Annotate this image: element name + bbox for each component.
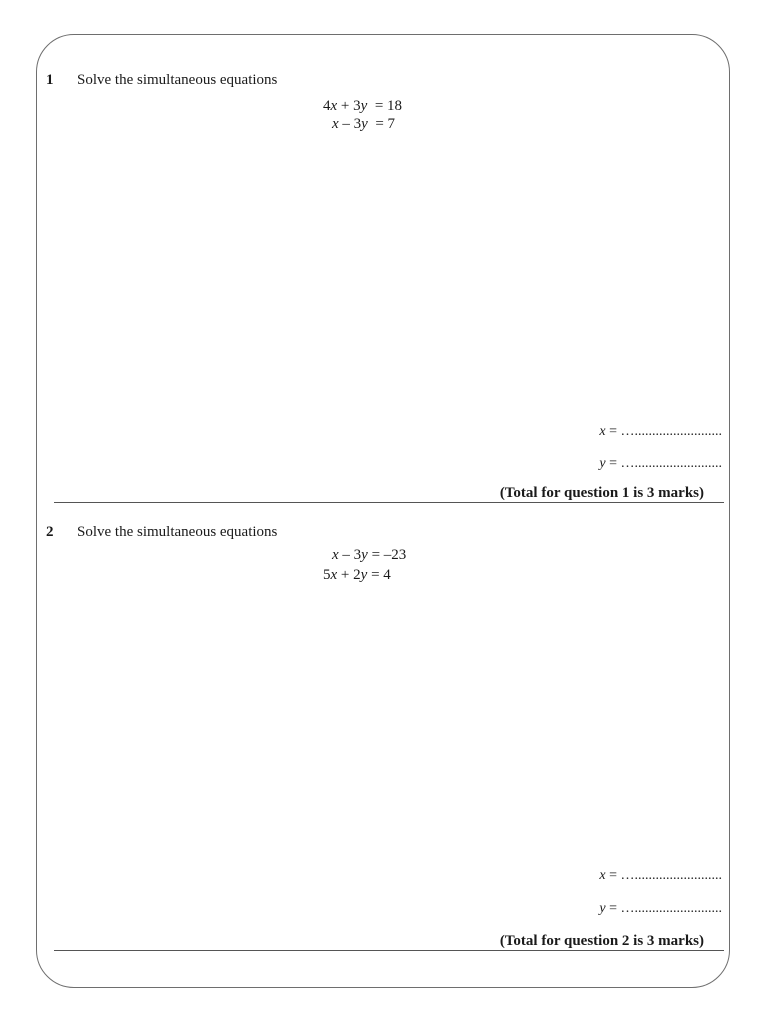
answer-variable: x	[599, 868, 606, 883]
variable: x	[332, 547, 339, 563]
answer-blank[interactable]: ….........................	[620, 868, 722, 883]
question-number: 2	[46, 524, 54, 540]
operator: – 3	[338, 116, 362, 132]
right-hand-side: = 7	[367, 116, 396, 132]
variable: x	[330, 567, 338, 583]
equation-line	[332, 115, 395, 133]
equals-sign: =	[605, 868, 621, 883]
operator: – 3	[338, 547, 362, 563]
variable: x	[330, 98, 338, 114]
right-hand-side: = 18	[367, 98, 403, 114]
answer-line-y[interactable]	[599, 901, 722, 917]
equation-line	[323, 97, 402, 115]
total-marks: (Total for question 2 is 3 marks)	[499, 933, 704, 949]
variable: y	[360, 98, 368, 114]
question-divider	[54, 950, 724, 951]
variable: y	[361, 547, 368, 563]
answer-variable: y	[599, 456, 606, 471]
variable: x	[332, 116, 339, 132]
answer-blank[interactable]: ….........................	[620, 424, 722, 439]
operator: + 2	[337, 567, 361, 583]
question-number: 1	[46, 72, 54, 88]
answer-line-x[interactable]	[599, 868, 722, 884]
coefficient: 4	[323, 98, 331, 114]
equation-line	[332, 546, 406, 564]
coefficient: 5	[323, 567, 331, 583]
right-hand-side: = 4	[367, 567, 391, 583]
equation-line	[323, 566, 391, 584]
variable: y	[361, 116, 368, 132]
operator: + 3	[337, 98, 361, 114]
answer-blank[interactable]: ….........................	[620, 901, 722, 916]
answer-blank[interactable]: ….........................	[620, 456, 722, 471]
question-prompt: Solve the simultaneous equations	[77, 72, 278, 88]
question-divider	[54, 502, 724, 503]
total-marks: (Total for question 1 is 3 marks)	[499, 485, 704, 501]
equals-sign: =	[605, 901, 621, 916]
equals-sign: =	[605, 424, 621, 439]
answer-line-y[interactable]	[599, 456, 722, 472]
answer-variable: y	[599, 901, 606, 916]
question-prompt: Solve the simultaneous equations	[77, 524, 278, 540]
equals-sign: =	[605, 456, 621, 471]
right-hand-side: = –23	[367, 547, 407, 563]
answer-variable: x	[599, 424, 606, 439]
answer-line-x[interactable]	[599, 424, 722, 440]
page-border	[36, 34, 730, 988]
variable: y	[360, 567, 368, 583]
